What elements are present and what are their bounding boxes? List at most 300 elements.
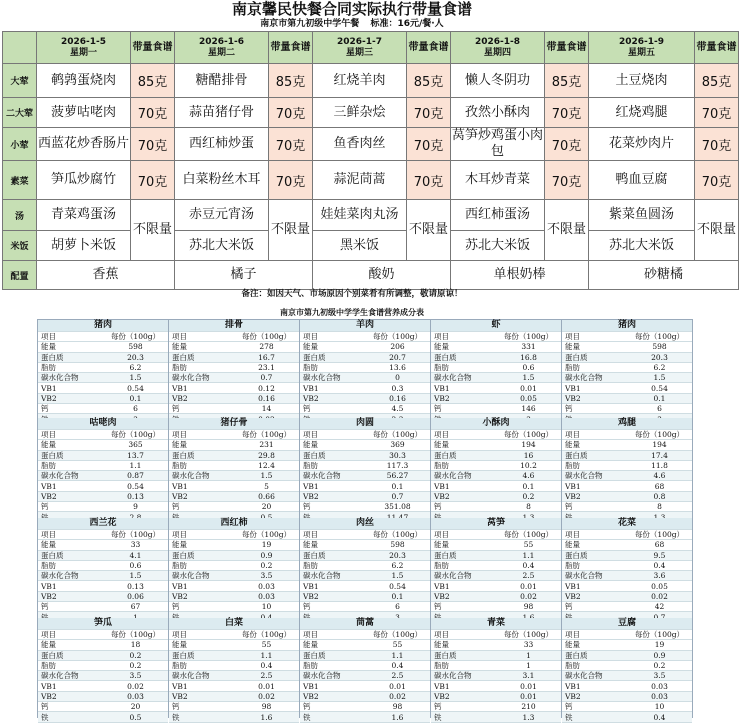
- nutrient-value: 351.08: [365, 502, 430, 512]
- nutrition-table: [562, 320, 692, 425]
- school-label: 南京市第九初级中学午餐: [260, 19, 360, 29]
- item-label: 项目: [300, 430, 365, 440]
- nutrient-name: VB1: [431, 681, 496, 691]
- qty-cell: 70克: [131, 161, 175, 200]
- nutrient-name: VB2: [562, 393, 627, 403]
- nutrient-row: [431, 450, 561, 460]
- nutrient-value: 4.6: [496, 471, 561, 481]
- dish-cell: 鸭血豆腐: [589, 161, 695, 200]
- nutrition-food-row: [562, 418, 692, 430]
- nutrient-name: 碳水化合物: [562, 373, 627, 383]
- nutrition-food-row: [300, 418, 430, 430]
- nutrient-name: 碳水化合物: [38, 671, 103, 681]
- nutrient-name: 脂肪: [38, 362, 103, 372]
- nutrient-value: 17.4: [627, 450, 692, 460]
- nutrient-row: [431, 393, 561, 403]
- unlimited-cell: 不限量: [695, 200, 739, 261]
- nutrition-food-row: [431, 418, 561, 430]
- nutrient-value: 0.02: [234, 691, 299, 701]
- nutrition-subheader: [169, 430, 299, 440]
- qty-cell: 70克: [545, 161, 589, 200]
- nutrient-value: 98: [365, 702, 430, 712]
- nutrient-row: [562, 362, 692, 372]
- nutrition-food-name: 虾: [431, 320, 561, 332]
- nutrient-row: [562, 671, 692, 681]
- nutrient-row: [431, 440, 561, 450]
- nutrient-name: VB2: [38, 393, 103, 403]
- nutrient-value: 0.05: [496, 393, 561, 403]
- nutrient-row: [562, 560, 692, 570]
- day-date: 2026-1-7: [336, 36, 383, 47]
- nutrient-name: 能量: [562, 540, 627, 550]
- nutrient-name: 脂肪: [38, 460, 103, 470]
- nutrient-row: [562, 481, 692, 491]
- nutrition-block: [38, 518, 169, 618]
- nutrient-value: 0.2: [234, 560, 299, 570]
- nutrition-food-name: 笋瓜: [38, 618, 168, 630]
- dish-cell: 孜然小酥肉: [451, 98, 545, 128]
- nutrient-row: [300, 602, 430, 612]
- day-header: [451, 32, 545, 64]
- nutrient-value: 1.6: [365, 712, 430, 722]
- nutrition-food-row: [562, 618, 692, 630]
- nutrient-name: 蛋白质: [38, 650, 103, 660]
- nutrient-value: 1.1: [496, 550, 561, 560]
- nutrient-value: 1.6: [234, 712, 299, 722]
- nutrition-food-row: [300, 320, 430, 332]
- nutrient-row: [38, 373, 168, 383]
- nutrition-food-row: [300, 618, 430, 630]
- nutrient-value: 0: [365, 373, 430, 383]
- dish-cell: 菠萝咕咾肉: [37, 98, 131, 128]
- soup-cell: 赤豆元宵汤: [175, 200, 269, 231]
- nutrient-value: 0.2: [496, 491, 561, 501]
- nutrient-value: 3.5: [627, 671, 692, 681]
- qty-cell: 70克: [695, 161, 739, 200]
- nutrient-value: 0.1: [365, 481, 430, 491]
- nutrition-food-name: 茼蒿: [300, 618, 430, 630]
- nutrient-row: [38, 602, 168, 612]
- nutrient-row: [431, 640, 561, 650]
- extra-cell: 砂糖橘: [589, 261, 739, 290]
- nutrient-row: [300, 502, 430, 512]
- nutrient-row: [169, 440, 299, 450]
- item-label: 项目: [38, 630, 103, 640]
- nutrition-food-name: 花菜: [562, 518, 692, 530]
- nutrient-value: 2.5: [496, 571, 561, 581]
- per-label: 每份（100g）: [103, 630, 168, 640]
- nutrient-row: [562, 602, 692, 612]
- nutrient-row: [562, 460, 692, 470]
- nutrient-name: 能量: [38, 540, 103, 550]
- nutrient-row: [38, 691, 168, 701]
- nutrient-name: 蛋白质: [38, 550, 103, 560]
- nutrient-row: [169, 481, 299, 491]
- nutrition-block: [300, 320, 431, 418]
- nutrient-row: [38, 342, 168, 352]
- nutrient-row: [562, 352, 692, 362]
- nutrient-row: [431, 671, 561, 681]
- nutrition-food-name: 猪仔骨: [169, 418, 299, 430]
- nutrient-row: [562, 571, 692, 581]
- nutrient-name: 蛋白质: [300, 650, 365, 660]
- nutrient-row: [431, 602, 561, 612]
- nutrition-food-name: 莴笋: [431, 518, 561, 530]
- nutrition-food-row: [169, 320, 299, 332]
- dish-cell: 木耳炒青菜: [451, 161, 545, 200]
- nutrition-table: [169, 320, 299, 425]
- nutrient-row: [169, 671, 299, 681]
- nutrient-row: [169, 491, 299, 501]
- nutrient-name: 蛋白质: [300, 450, 365, 460]
- nutrient-value: 13.7: [103, 450, 168, 460]
- day-date: 2026-1-9: [618, 36, 665, 47]
- qty-cell: 85克: [545, 64, 589, 98]
- nutrient-row: [38, 671, 168, 681]
- nutrient-name: 碳水化合物: [38, 373, 103, 383]
- nutrient-row: [562, 502, 692, 512]
- nutrient-row: [431, 712, 561, 722]
- nutrient-row: [562, 581, 692, 591]
- nutrient-name: VB2: [169, 393, 234, 403]
- nutrient-value: 68: [627, 540, 692, 550]
- nutrient-value: 0.4: [496, 560, 561, 570]
- nutrient-value: 1: [496, 660, 561, 670]
- nutrient-value: 278: [234, 342, 299, 352]
- nutrient-name: 脂肪: [169, 460, 234, 470]
- nutrient-value: 12.4: [234, 460, 299, 470]
- qty-cell: 70克: [545, 98, 589, 128]
- qty-header: 带量食谱: [269, 32, 313, 64]
- nutrient-value: 10.2: [496, 460, 561, 470]
- nutrition-table: [300, 320, 430, 425]
- item-label: 项目: [169, 332, 234, 342]
- extras-row: [3, 261, 739, 290]
- nutrient-name: VB2: [300, 591, 365, 601]
- nutrient-name: 铁: [300, 712, 365, 722]
- nutrition-block: [300, 418, 431, 518]
- nutrient-name: 碳水化合物: [562, 671, 627, 681]
- nutrient-name: 钙: [38, 502, 103, 512]
- nutrition-table: [38, 618, 168, 723]
- nutrient-name: 能量: [300, 640, 365, 650]
- rice-cell: 苏北大米饭: [451, 231, 545, 261]
- nutrient-value: 146: [496, 404, 561, 414]
- soup-row: [3, 200, 739, 231]
- nutrition-food-name: 西兰花: [38, 518, 168, 530]
- menu-row: [3, 64, 739, 98]
- nutrient-value: 20.3: [627, 352, 692, 362]
- day-header: [175, 32, 269, 64]
- nutrition-subheader: [562, 430, 692, 440]
- nutrient-name: 能量: [38, 640, 103, 650]
- nutrient-name: 碳水化合物: [431, 571, 496, 581]
- per-label: 每份（100g）: [365, 332, 430, 342]
- rice-cell: 胡萝卜米饭: [37, 231, 131, 261]
- per-label: 每份（100g）: [103, 332, 168, 342]
- nutrient-name: 钙: [431, 502, 496, 512]
- extra-cell: 单根奶棒: [451, 261, 589, 290]
- item-label: 项目: [562, 430, 627, 440]
- nutrient-row: [169, 591, 299, 601]
- nutrient-name: VB1: [562, 581, 627, 591]
- nutrition-food-row: [38, 418, 168, 430]
- nutrient-value: 16.8: [496, 352, 561, 362]
- nutrient-value: 194: [496, 440, 561, 450]
- nutrient-row: [431, 352, 561, 362]
- qty-cell: 70克: [407, 161, 451, 200]
- nutrient-value: 29.8: [234, 450, 299, 460]
- nutrition-block: [38, 320, 169, 418]
- nutrient-name: 蛋白质: [169, 450, 234, 460]
- unlimited-cell: 不限量: [269, 200, 313, 261]
- dish-cell: 鱼香肉丝: [313, 128, 407, 161]
- nutrient-value: 0.01: [234, 681, 299, 691]
- nutrient-row: [300, 481, 430, 491]
- nutrient-name: 钙: [562, 602, 627, 612]
- nutrient-row: [300, 383, 430, 393]
- nutrient-name: VB2: [38, 691, 103, 701]
- nutrient-value: 1.5: [103, 373, 168, 383]
- dish-cell: 白菜粉丝木耳: [175, 161, 269, 200]
- nutrient-value: 20.3: [103, 352, 168, 362]
- nutrient-value: 19: [627, 640, 692, 650]
- nutrient-row: [38, 591, 168, 601]
- nutrient-name: VB1: [300, 481, 365, 491]
- nutrient-value: 6.2: [627, 362, 692, 372]
- nutrient-name: 钙: [169, 702, 234, 712]
- nutrient-value: 1.1: [234, 650, 299, 660]
- nutrient-value: 0.4: [234, 660, 299, 670]
- nutrient-value: 98: [496, 602, 561, 612]
- nutrient-row: [431, 591, 561, 601]
- nutrient-value: 55: [234, 640, 299, 650]
- nutrient-name: VB2: [562, 691, 627, 701]
- nutrient-row: [562, 650, 692, 660]
- nutrient-value: 19: [234, 540, 299, 550]
- nutrient-value: 365: [103, 440, 168, 450]
- nutrition-food-row: [38, 320, 168, 332]
- nutrition-food-row: [562, 320, 692, 332]
- nutrient-name: 能量: [169, 342, 234, 352]
- nutrient-row: [300, 681, 430, 691]
- nutrition-block: [169, 320, 300, 418]
- nutrient-row: [38, 702, 168, 712]
- item-label: 项目: [431, 630, 496, 640]
- nutrient-name: VB2: [562, 591, 627, 601]
- nutrition-table: [431, 618, 561, 723]
- per-label: 每份（100g）: [627, 430, 692, 440]
- nutrient-value: 8: [496, 502, 561, 512]
- nutrition-subheader: [431, 430, 561, 440]
- nutrition-grid: [37, 319, 693, 722]
- nutrient-row: [169, 691, 299, 701]
- nutrient-row: [169, 581, 299, 591]
- category-label: 素菜: [3, 161, 37, 200]
- nutrient-value: 0.54: [627, 383, 692, 393]
- per-label: 每份（100g）: [234, 332, 299, 342]
- nutrient-name: VB2: [300, 393, 365, 403]
- nutrition-block: [431, 418, 562, 518]
- nutrition-food-row: [431, 618, 561, 630]
- extra-cell: 酸奶: [313, 261, 451, 290]
- dish-cell: 红烧鸡腿: [589, 98, 695, 128]
- nutrition-table: [38, 320, 168, 425]
- nutrient-name: 碳水化合物: [169, 471, 234, 481]
- rice-cell: 苏北大米饭: [589, 231, 695, 261]
- nutrient-name: 脂肪: [38, 560, 103, 570]
- qty-cell: 85克: [695, 64, 739, 98]
- nutrient-name: 能量: [169, 440, 234, 450]
- nutrient-row: [300, 560, 430, 570]
- nutrient-row: [431, 550, 561, 560]
- nutrient-value: 10: [234, 602, 299, 612]
- nutrient-row: [300, 550, 430, 560]
- nutrition-subheader: [38, 430, 168, 440]
- nutrient-name: 脂肪: [562, 560, 627, 570]
- nutrition-food-name: 咕咾肉: [38, 418, 168, 430]
- per-label: 每份（100g）: [103, 430, 168, 440]
- nutrient-value: 0.6: [496, 362, 561, 372]
- day-weekday: 星期二: [207, 47, 235, 58]
- nutrient-name: 铁: [38, 712, 103, 722]
- nutrient-name: 钙: [38, 404, 103, 414]
- nutrient-value: 0.54: [103, 481, 168, 491]
- nutrient-row: [169, 373, 299, 383]
- nutrient-value: 3.6: [627, 571, 692, 581]
- nutrient-row: [300, 671, 430, 681]
- nutrient-value: 42: [627, 602, 692, 612]
- nutrient-name: 能量: [300, 342, 365, 352]
- qty-cell: 70克: [131, 98, 175, 128]
- nutrient-name: VB2: [431, 591, 496, 601]
- item-label: 项目: [169, 430, 234, 440]
- nutrient-name: 钙: [169, 502, 234, 512]
- nutrition-block: [431, 618, 562, 722]
- nutrition-subheader: [431, 630, 561, 640]
- qty-header: 带量食谱: [545, 32, 589, 64]
- category-label: 配置: [3, 261, 37, 290]
- nutrient-value: 10: [627, 702, 692, 712]
- nutrient-value: 18: [103, 640, 168, 650]
- nutrient-row: [431, 362, 561, 372]
- nutrient-value: 0.03: [627, 681, 692, 691]
- nutrient-value: 0.1: [365, 591, 430, 601]
- nutrient-value: 67: [103, 602, 168, 612]
- nutrient-value: 3.5: [103, 671, 168, 681]
- nutrient-row: [300, 702, 430, 712]
- nutrition-subheader: [562, 530, 692, 540]
- nutrient-row: [431, 502, 561, 512]
- nutrient-value: 0.01: [496, 691, 561, 701]
- nutrition-subheader: [562, 332, 692, 342]
- page-title: 南京馨民快餐合同实际执行带量食谱: [231, 0, 472, 18]
- item-label: 项目: [169, 630, 234, 640]
- nutrient-value: 6.2: [365, 560, 430, 570]
- nutrition-subheader: [431, 530, 561, 540]
- nutrition-table: [300, 518, 430, 623]
- nutrient-row: [38, 481, 168, 491]
- per-label: 每份（100g）: [234, 630, 299, 640]
- nutrient-row: [431, 491, 561, 501]
- nutrient-row: [169, 560, 299, 570]
- day-date: 2026-1-5: [60, 36, 107, 47]
- nutrition-block: [431, 518, 562, 618]
- nutrient-value: 0.01: [496, 681, 561, 691]
- nutrition-table: [38, 418, 168, 523]
- qty-cell: 70克: [407, 128, 451, 161]
- nutrient-value: 0.4: [627, 712, 692, 722]
- dish-cell: 懒人冬阴功: [451, 64, 545, 98]
- nutrition-table: [169, 518, 299, 623]
- nutrient-name: VB2: [169, 491, 234, 501]
- dish-cell: 糖醋排骨: [175, 64, 269, 98]
- nutrition-table: [38, 518, 168, 623]
- nutrient-value: 0.87: [103, 471, 168, 481]
- nutrient-row: [300, 450, 430, 460]
- qty-cell: 70克: [545, 128, 589, 161]
- nutrient-row: [300, 571, 430, 581]
- nutrient-value: 5: [234, 481, 299, 491]
- per-label: 每份（100g）: [496, 430, 561, 440]
- item-label: 项目: [38, 332, 103, 342]
- nutrient-name: 能量: [562, 342, 627, 352]
- nutrition-food-row: [431, 320, 561, 332]
- item-label: 项目: [300, 332, 365, 342]
- dish-cell: 西蓝花炒香肠片: [37, 128, 131, 161]
- nutrient-value: 1.5: [234, 471, 299, 481]
- nutrient-name: VB1: [169, 681, 234, 691]
- dish-cell: 花菜炒肉片: [589, 128, 695, 161]
- nutrient-row: [562, 450, 692, 460]
- nutrient-name: 脂肪: [38, 660, 103, 670]
- nutrient-row: [38, 650, 168, 660]
- soup-cell: 西红柿蛋汤: [451, 200, 545, 231]
- nutrient-value: 0.13: [103, 491, 168, 501]
- nutrient-row: [431, 691, 561, 701]
- nutrient-row: [169, 471, 299, 481]
- dish-cell: 三鲜杂烩: [313, 98, 407, 128]
- nutrient-value: 9.5: [627, 550, 692, 560]
- nutrition-food-name: 鸡腿: [562, 418, 692, 430]
- nutrient-value: 0.9: [627, 650, 692, 660]
- per-label: 每份（100g）: [103, 530, 168, 540]
- nutrient-name: 能量: [431, 342, 496, 352]
- nutrient-name: VB2: [562, 491, 627, 501]
- nutrient-row: [431, 540, 561, 550]
- nutrition-title: 南京市第九初级中学学生食谱营养成分表: [280, 308, 424, 317]
- nutrient-value: 0.02: [103, 681, 168, 691]
- nutrient-row: [431, 571, 561, 581]
- nutrition-table: [431, 320, 561, 425]
- nutrient-row: [300, 650, 430, 660]
- per-label: 每份（100g）: [627, 530, 692, 540]
- nutrient-row: [38, 352, 168, 362]
- day-date: 2026-1-8: [474, 36, 521, 47]
- nutrient-value: 16: [496, 450, 561, 460]
- nutrient-value: 33: [103, 540, 168, 550]
- nutrient-row: [562, 342, 692, 352]
- day-header: [589, 32, 695, 64]
- item-label: 项目: [300, 630, 365, 640]
- nutrient-value: 20.3: [365, 550, 430, 560]
- nutrient-row: [562, 393, 692, 403]
- nutrient-value: 0.03: [103, 691, 168, 701]
- nutrient-name: 蛋白质: [431, 450, 496, 460]
- category-label: 二大荤: [3, 98, 37, 128]
- nutrient-value: 23.1: [234, 362, 299, 372]
- nutrient-value: 1.5: [365, 571, 430, 581]
